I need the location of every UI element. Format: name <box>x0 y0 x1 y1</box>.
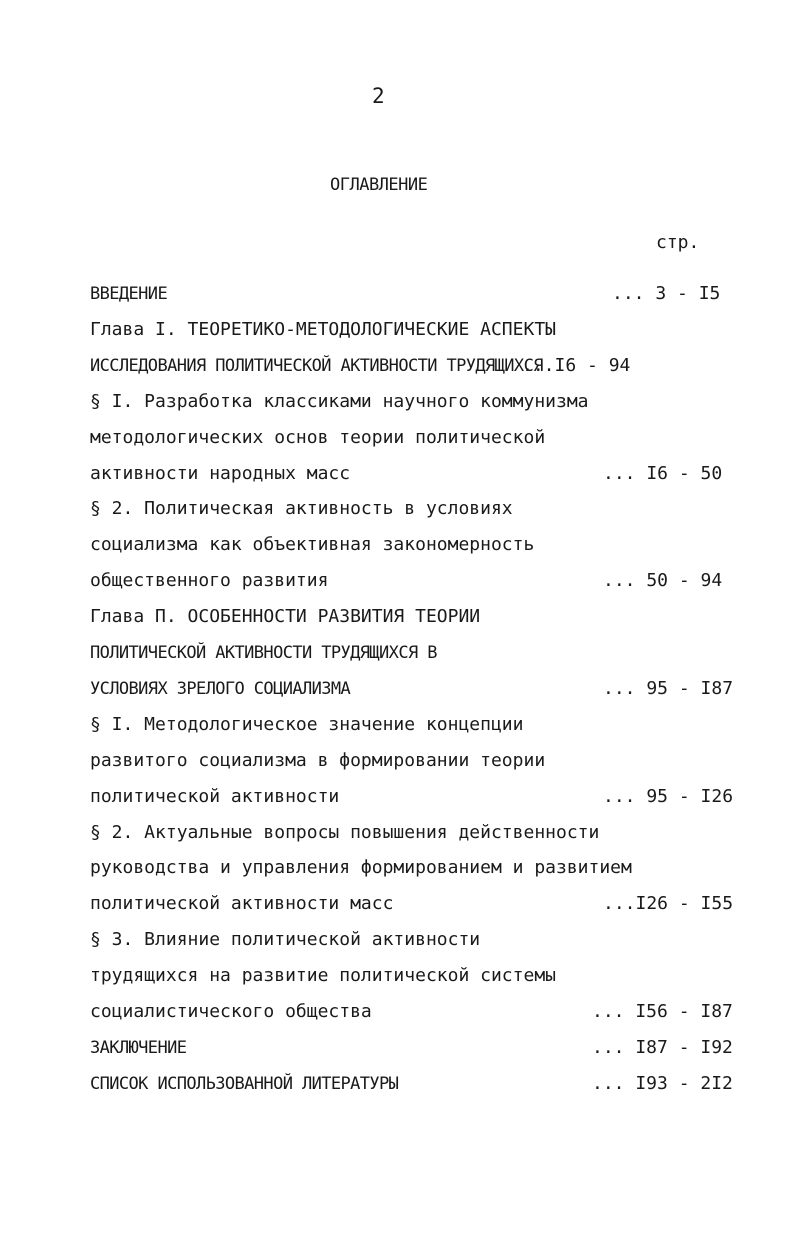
toc-entry-text: методологических основ теории политической <box>90 426 546 448</box>
toc-entry-text: активности народных масс <box>90 462 351 484</box>
toc-entry-text: § I. Методологическое значение концепции <box>90 713 524 735</box>
toc-entry-text: § 2. Политическая активность в условиях <box>90 498 513 520</box>
toc-entry-pages: ...I26 - I55 <box>603 893 734 915</box>
toc-entry-pages: ... 95 - I26 <box>603 785 734 807</box>
toc-entry-text: социализма как объективная закономерность <box>90 534 535 556</box>
toc-entry-text: Глава I. ТЕОРЕТИКО-МЕТОДОЛОГИЧЕСКИЕ АСПЕКТЫ <box>90 318 556 340</box>
page-title: ОГЛАВЛЕНИЕ <box>330 175 428 195</box>
toc-entry-text: руководства и управления формированием и развитием <box>90 857 632 879</box>
toc-entry-text: УСЛОВИЯХ ЗРЕЛОГО СОЦИАЛИЗМА <box>90 678 351 699</box>
toc-entry-text: общественного развития <box>90 570 329 592</box>
toc-entry-pages: ...I6 - 94 <box>522 354 631 376</box>
toc-entry-text: Глава П. ОСОБЕННОСТИ РАЗВИТИЯ ТЕОРИИ <box>90 606 481 628</box>
toc-entry-text: трудящихся на развитие политической системы <box>90 965 556 987</box>
toc-entry-pages: ... I56 - I87 <box>592 1001 733 1022</box>
toc-entry-pages: ... I93 - 2I2 <box>592 1072 733 1094</box>
pages-column-label: стр. <box>656 232 700 253</box>
toc-entry-text: ВВЕДЕНИЕ <box>90 284 168 304</box>
toc-entry-pages: ... 95 - I87 <box>603 677 734 699</box>
toc-entry-text: § I. Разработка классиками научного коммунизма <box>90 390 589 412</box>
toc-entry-pages: ... 50 - 94 <box>603 570 723 592</box>
toc-entry-pages: ... I6 - 50 <box>603 462 723 484</box>
toc-entry-text: ЗАКЛЮЧЕНИЕ <box>90 1037 187 1058</box>
toc-entry-text: СПИСОК ИСПОЛЬЗОВАННОЙ ЛИТЕРАТУРЫ <box>90 1073 399 1094</box>
toc-entry-pages: ... 3 - I5 <box>612 283 721 304</box>
toc-entry-text: социалистического общества <box>90 1001 372 1022</box>
toc-entry-text: § 3. Влияние политической активности <box>90 929 481 951</box>
toc-entry-pages: ... I87 - I92 <box>592 1036 733 1058</box>
toc-entry-text: ПОЛИТИЧЕСКОЙ АКТИВНОСТИ ТРУДЯЩИХСЯ В <box>90 643 437 663</box>
toc-entry-text: § 2. Актуальные вопросы повышения действенности <box>90 821 600 843</box>
toc-entry-text: политической активности масс <box>90 893 394 915</box>
toc-entry-text: ИССЛЕДОВАНИЯ ПОЛИТИЧЕСКОЙ АКТИВНОСТИ ТРУДЯЩИХСЯ <box>90 355 543 376</box>
toc-entry-text: развитого социализма в формировании теории <box>90 749 546 771</box>
page-number: 2 <box>372 84 385 108</box>
toc-entry-text: политической активности <box>90 785 340 807</box>
